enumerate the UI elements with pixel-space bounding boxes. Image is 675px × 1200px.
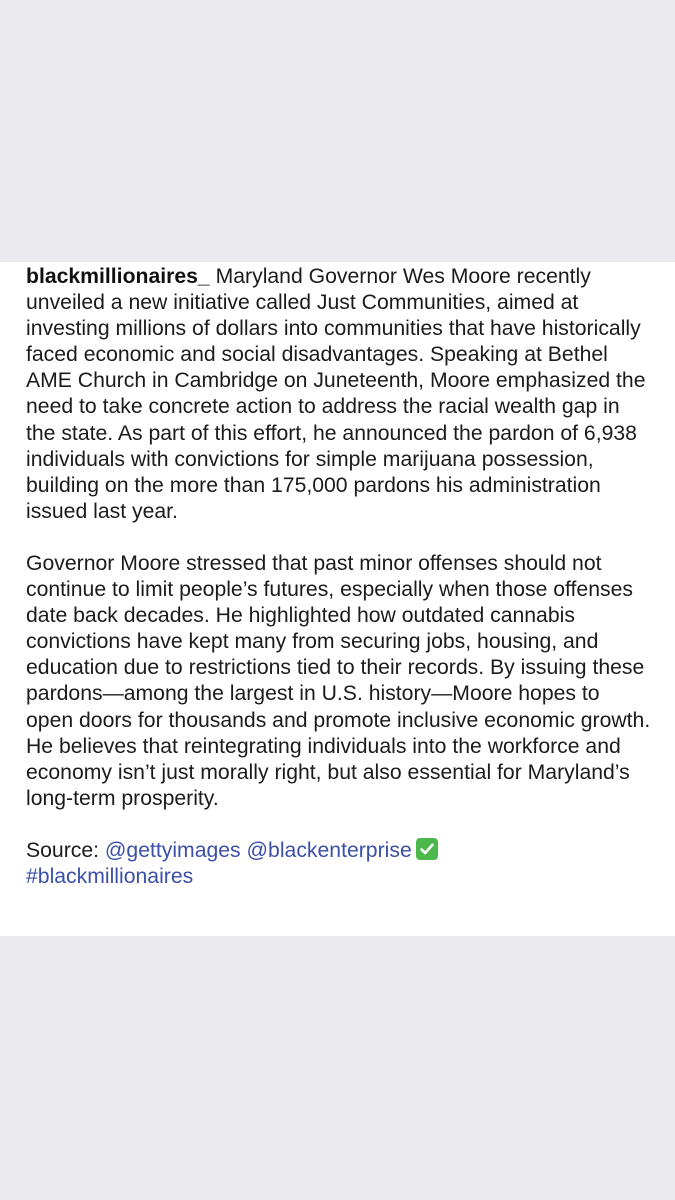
check-mark-button-icon: [416, 838, 438, 860]
caption-paragraph-1: [26, 264, 651, 525]
mention-gettyimages[interactable]: @gettyimages: [104, 838, 241, 862]
username-link[interactable]: blackmillionaires_: [26, 265, 210, 288]
caption-text-1: Maryland Governor Wes Moore recently unveiled a new initiative called Just Communities, aimed at investing millions of dollars into communities that have historically faced economic and social disadvantages. Speaking at Bethel AME Church in Cambridge on Juneteenth, Moore emphasized the need to take concrete action to address the racial wealth gap in the state. As part of this effort, he announced the pardon of 6,938 individuals with convictions for simple marijuana possession, building on the more than 175,000 pardons his administration issued last year.: [26, 265, 646, 523]
caption-source: [26, 838, 651, 890]
hashtag-blackmillionaires[interactable]: #blackmillionaires: [26, 864, 194, 888]
mention-blackenterprise[interactable]: @blackenterprise: [246, 838, 412, 862]
top-blank-area: [0, 0, 675, 262]
caption-paragraph-2: Governor Moore stressed that past minor offenses should not continue to limit people’s futures, especially when those offenses date back decades. He highlighted how outdated cannabis convictions have kept many from securing jobs, housing, and education due to restrictions tied to their records. By issuing these pardons—among the largest in U.S. history—Moore hopes to open doors for thousands and promote inclusive economic growth. He believes that reintegrating individuals into the workforce and economy isn’t just morally right, but also essential for Maryland’s long-term prosperity.: [26, 551, 651, 810]
post-caption: [0, 262, 675, 936]
source-label: Source:: [26, 838, 105, 862]
bottom-blank-area: [0, 936, 675, 1200]
